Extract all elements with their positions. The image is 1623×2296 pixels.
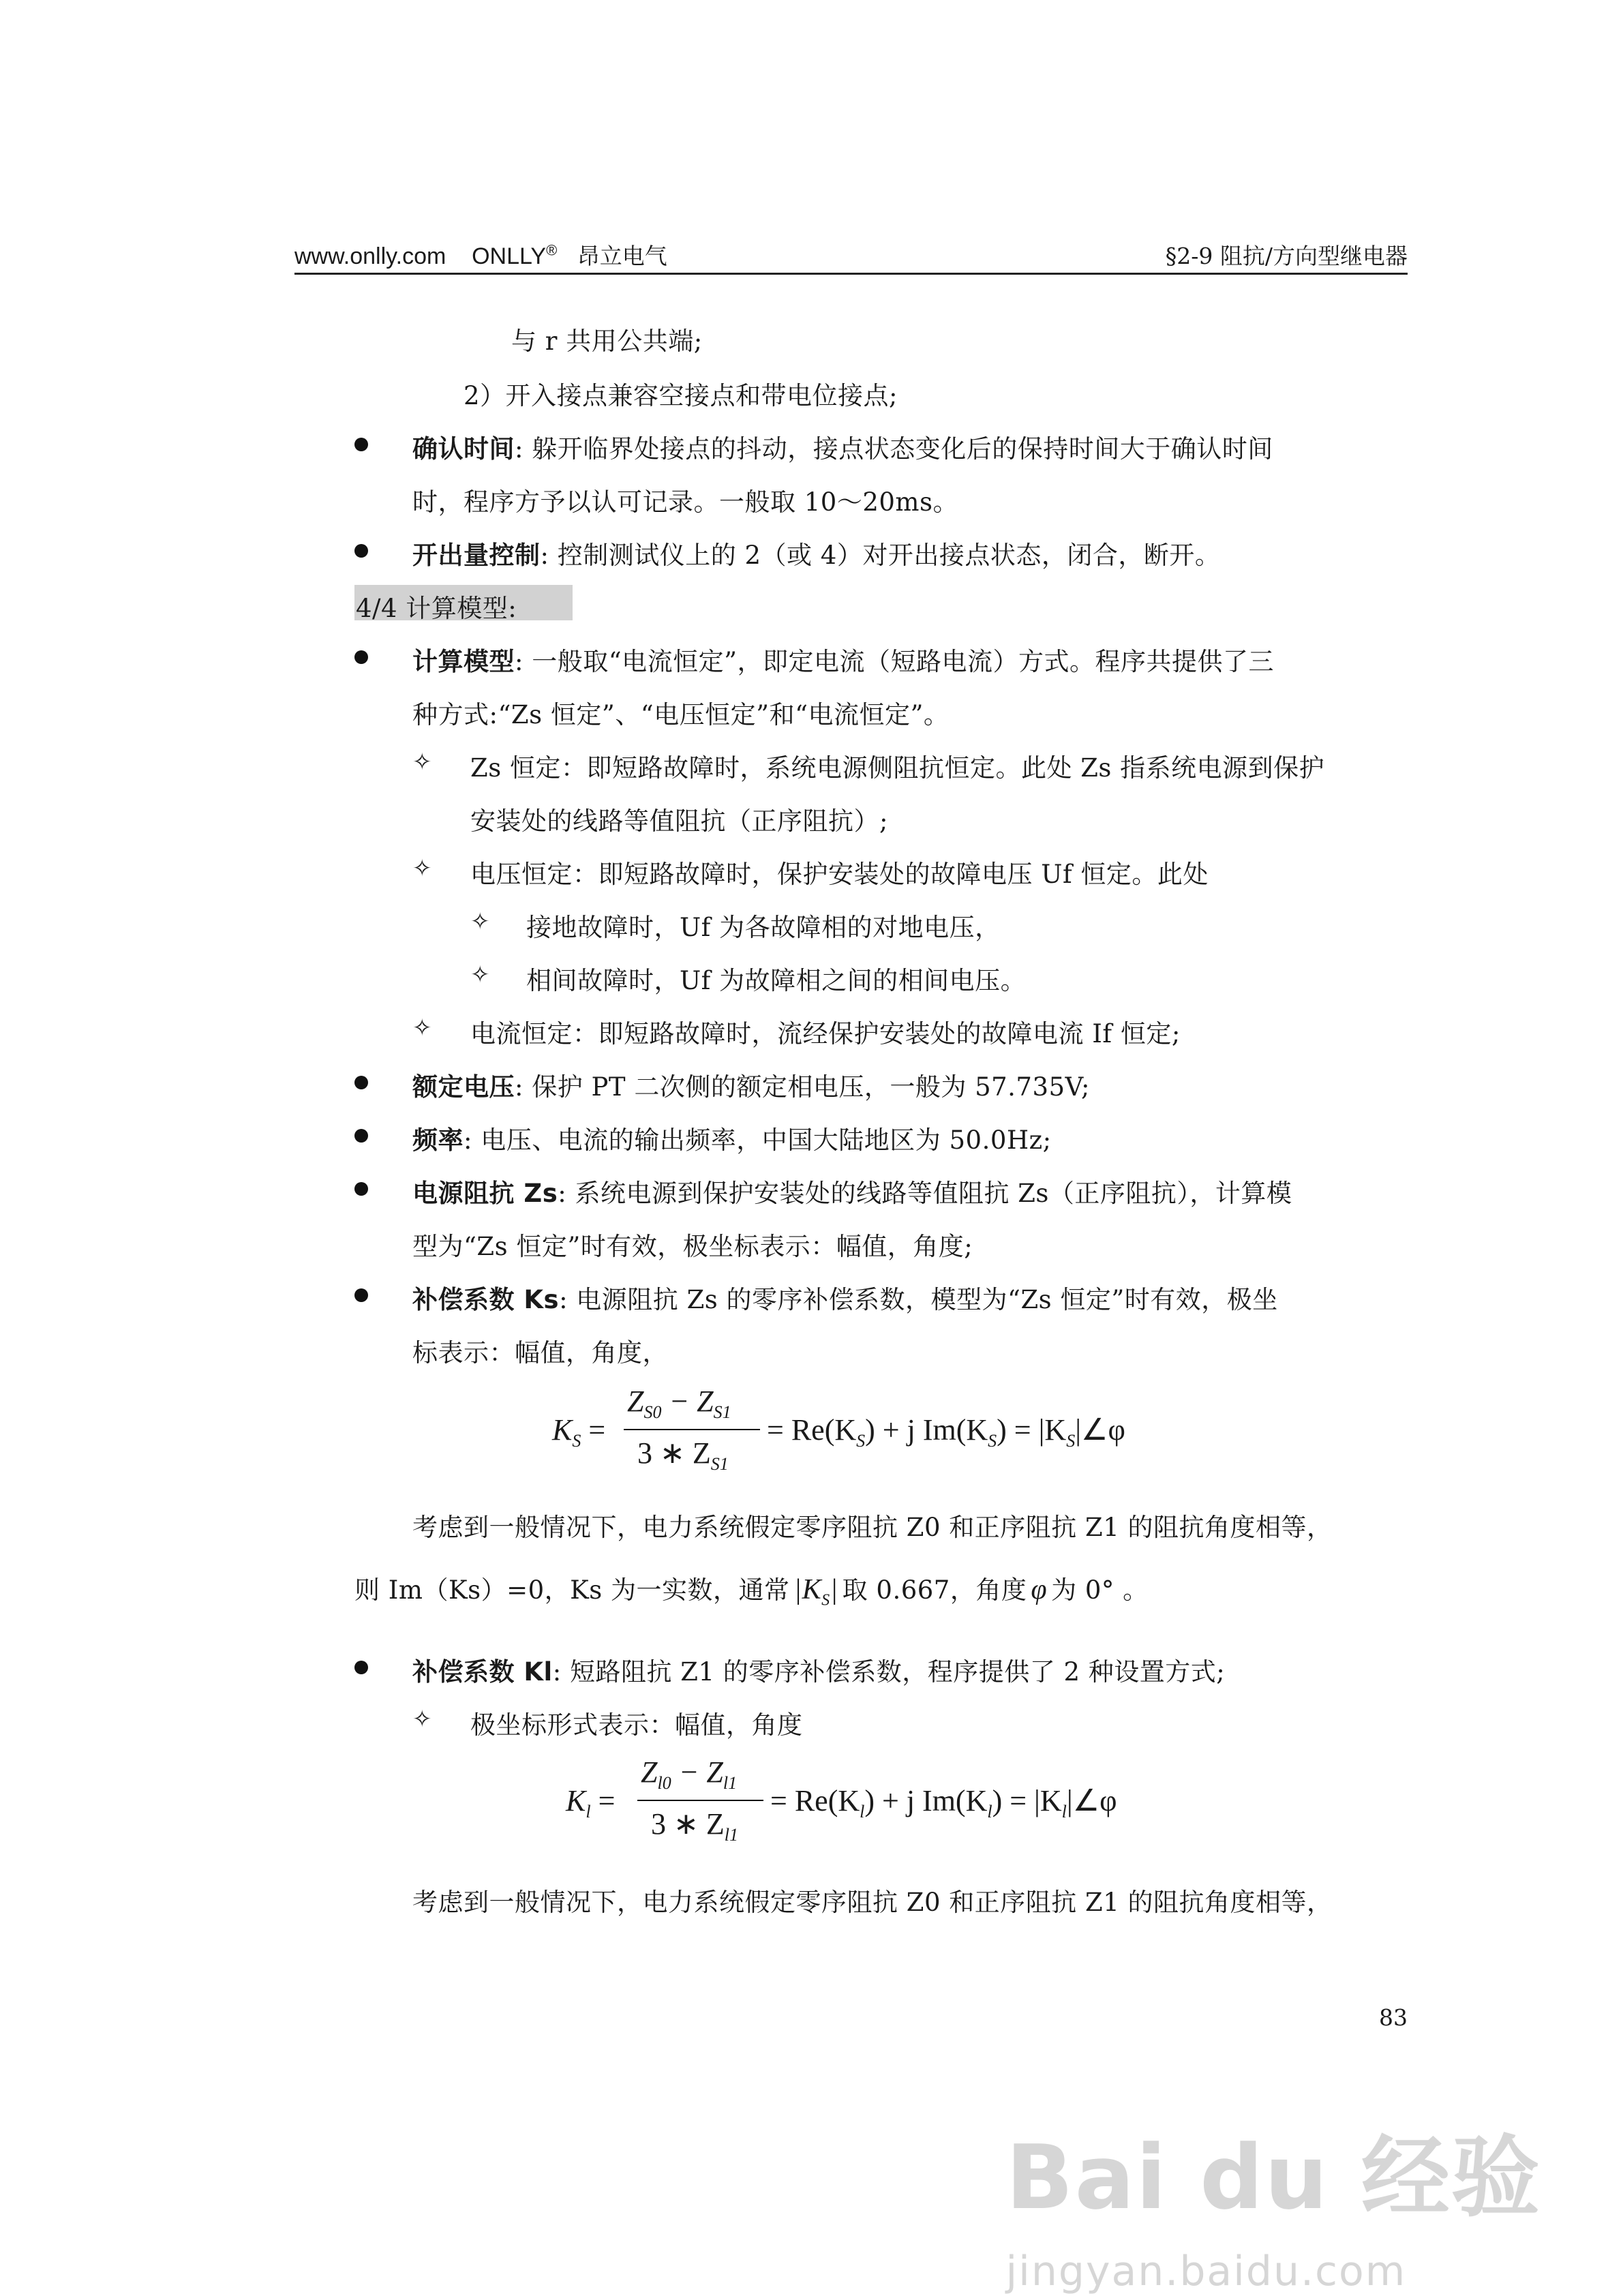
formula-ks-rhs: = $Re(K_S) + j$ $Im(K_S)$ = $|K_S|\angle\varphi$	[767, 1413, 1125, 1451]
zs-constant-text: Zs 恒定：即短路故障时，系统电源侧阻抗恒定。此处 Zs 指系统电源到保护	[470, 753, 1325, 783]
formula-kl-numerator: $Z_{l0} - Z_{l1}$	[641, 1755, 738, 1793]
header-rule	[294, 273, 1408, 275]
consider-text-2: 考虑到一般情况下，电力系统假定零序阻抗 Z0 和正序阻抗 Z1 的阻抗角度相等，	[412, 1888, 1333, 1917]
confirm-time-text: : 躲开临界处接点的抖动，接点状态变化后的保持时间大于确认时间	[515, 434, 1273, 464]
formula-kl-rhs: = $Re(K_l) + j$ $Im(K_l)$ = $|K_l|\angle\varphi$	[770, 1784, 1117, 1822]
bullet-icon	[354, 650, 368, 664]
source-impedance-item	[412, 1173, 1292, 1209]
output-control-item	[412, 534, 1220, 571]
phase-fault-text: 相间故障时，Uf 为故障相之间的相间电压。	[526, 966, 1027, 995]
kl-text: : 短路阻抗 Z1 的零序补偿系数，程序提供了 2 种设置方式;	[552, 1657, 1226, 1687]
ks-item	[412, 1279, 1278, 1316]
current-constant-text: 电流恒定：即短路故障时，流经保护安装处的故障电流 If 恒定;	[470, 1019, 1181, 1048]
watermark-url: jingyan.baidu.com	[1005, 2248, 1407, 2295]
confirm-time-text-2: 时，程序方予以认可记录。一般取 10～20ms。	[412, 487, 958, 517]
diamond-bullet-icon: ✧	[412, 855, 432, 882]
formula-kl-denominator: 3 ∗ $Z_{l1}$	[651, 1807, 738, 1845]
term-kl: 补偿系数 Kl	[412, 1657, 553, 1687]
bullet-icon	[354, 1182, 368, 1196]
then-im-text: 则 Im（Ks）=0，Ks 为一实数，通常 $|K_S|$ 取 0.667，角度 φ 为 0° 。	[354, 1574, 1149, 1610]
section-header: §2-9 阻抗/方向型继电器	[1165, 243, 1408, 269]
calc-model-item	[412, 641, 1274, 678]
ks-text: : 电源阻抗 Zs 的零序补偿系数，模型为“Zs 恒定”时有效，极坐	[559, 1285, 1278, 1314]
site-url: www.onlly.com	[294, 243, 446, 269]
ground-fault-text: 接地故障时，Uf 为各故障相的对地电压，	[526, 913, 1001, 942]
frequency-item	[412, 1119, 1052, 1156]
page-number: 83	[1379, 2004, 1408, 2031]
formula-kl-lhs: $K_l$ =	[566, 1784, 616, 1822]
bullet-icon	[354, 1661, 368, 1674]
company-name: 昂立电气	[577, 243, 667, 269]
section-title: 4/4 计算模型:	[356, 594, 517, 623]
confirm-time-item	[412, 428, 1273, 465]
formula-kl-fraction-bar	[637, 1800, 763, 1801]
line-common-terminal: 与 r 共用公共端;	[511, 327, 703, 356]
term-rated-voltage: 额定电压	[412, 1072, 515, 1102]
voltage-constant-text: 电压恒定：即短路故障时，保护安装处的故障电压 Uf 恒定。此处	[470, 860, 1209, 889]
frequency-text: : 电压、电流的输出频率，中国大陆地区为 50.0Hz;	[464, 1126, 1052, 1155]
source-impedance-text-2: 型为“Zs 恒定”时有效，极坐标表示：幅值，角度;	[412, 1232, 973, 1261]
bullet-icon	[354, 1288, 368, 1302]
source-impedance-text: : 系统电源到保护安装处的线路等值阻抗 Zs（正序阻抗），计算模	[558, 1179, 1292, 1208]
kl-item	[412, 1651, 1225, 1688]
term-frequency: 频率	[412, 1126, 464, 1155]
rated-voltage-item	[412, 1066, 1090, 1103]
line-input-contacts: 2）开入接点兼容空接点和带电位接点;	[464, 381, 898, 410]
diamond-bullet-icon: ✧	[470, 961, 490, 988]
brand-name: ONLLY	[472, 243, 547, 269]
polar-form-text: 极坐标形式表示：幅值，角度	[470, 1710, 803, 1740]
bullet-icon	[354, 438, 368, 451]
term-calc-model: 计算模型	[412, 647, 515, 676]
header-left	[294, 239, 667, 271]
consider-text-1: 考虑到一般情况下，电力系统假定零序阻抗 Z0 和正序阻抗 Z1 的阻抗角度相等，	[412, 1513, 1333, 1542]
registered-mark: ®	[546, 241, 558, 259]
formula-ks-fraction-bar	[624, 1429, 760, 1430]
diamond-bullet-icon: ✧	[470, 908, 490, 935]
bullet-icon	[354, 1076, 368, 1089]
term-ks: 补偿系数 Ks	[412, 1285, 560, 1314]
watermark	[1006, 2106, 1542, 2295]
calc-model-text-2: 种方式:“Zs 恒定”、“电压恒定”和“电流恒定”。	[412, 700, 950, 729]
ks-text-2: 标表示：幅值，角度，	[412, 1338, 668, 1368]
calc-model-text: : 一般取“电流恒定”，即定电流（短路电流）方式。程序共提供了三	[515, 647, 1275, 676]
diamond-bullet-icon: ✧	[412, 1706, 432, 1733]
term-source-impedance: 电源阻抗 Zs	[412, 1179, 558, 1208]
formula-ks-numerator: $Z_{S0} - Z_{S1}$	[627, 1385, 731, 1422]
zs-constant-text-2: 安装处的线路等值阻抗（正序阻抗）;	[470, 806, 888, 836]
output-control-text: : 控制测试仪上的 2（或 4）对开出接点状态，闭合，断开。	[540, 541, 1221, 570]
watermark-brand: Bai du 经验	[1005, 2126, 1541, 2229]
bullet-icon	[354, 1129, 368, 1143]
term-confirm-time: 确认时间	[412, 434, 515, 464]
diamond-bullet-icon: ✧	[412, 1014, 432, 1042]
formula-ks-lhs: $K_S$ =	[552, 1413, 606, 1451]
bullet-icon	[354, 544, 368, 558]
diamond-bullet-icon: ✧	[412, 749, 432, 776]
term-output-control: 开出量控制	[412, 541, 541, 570]
formula-ks-denominator: 3 ∗ $Z_{S1}$	[637, 1436, 729, 1474]
rated-voltage-text: : 保护 PT 二次侧的额定相电压，一般为 57.735V;	[515, 1072, 1091, 1102]
